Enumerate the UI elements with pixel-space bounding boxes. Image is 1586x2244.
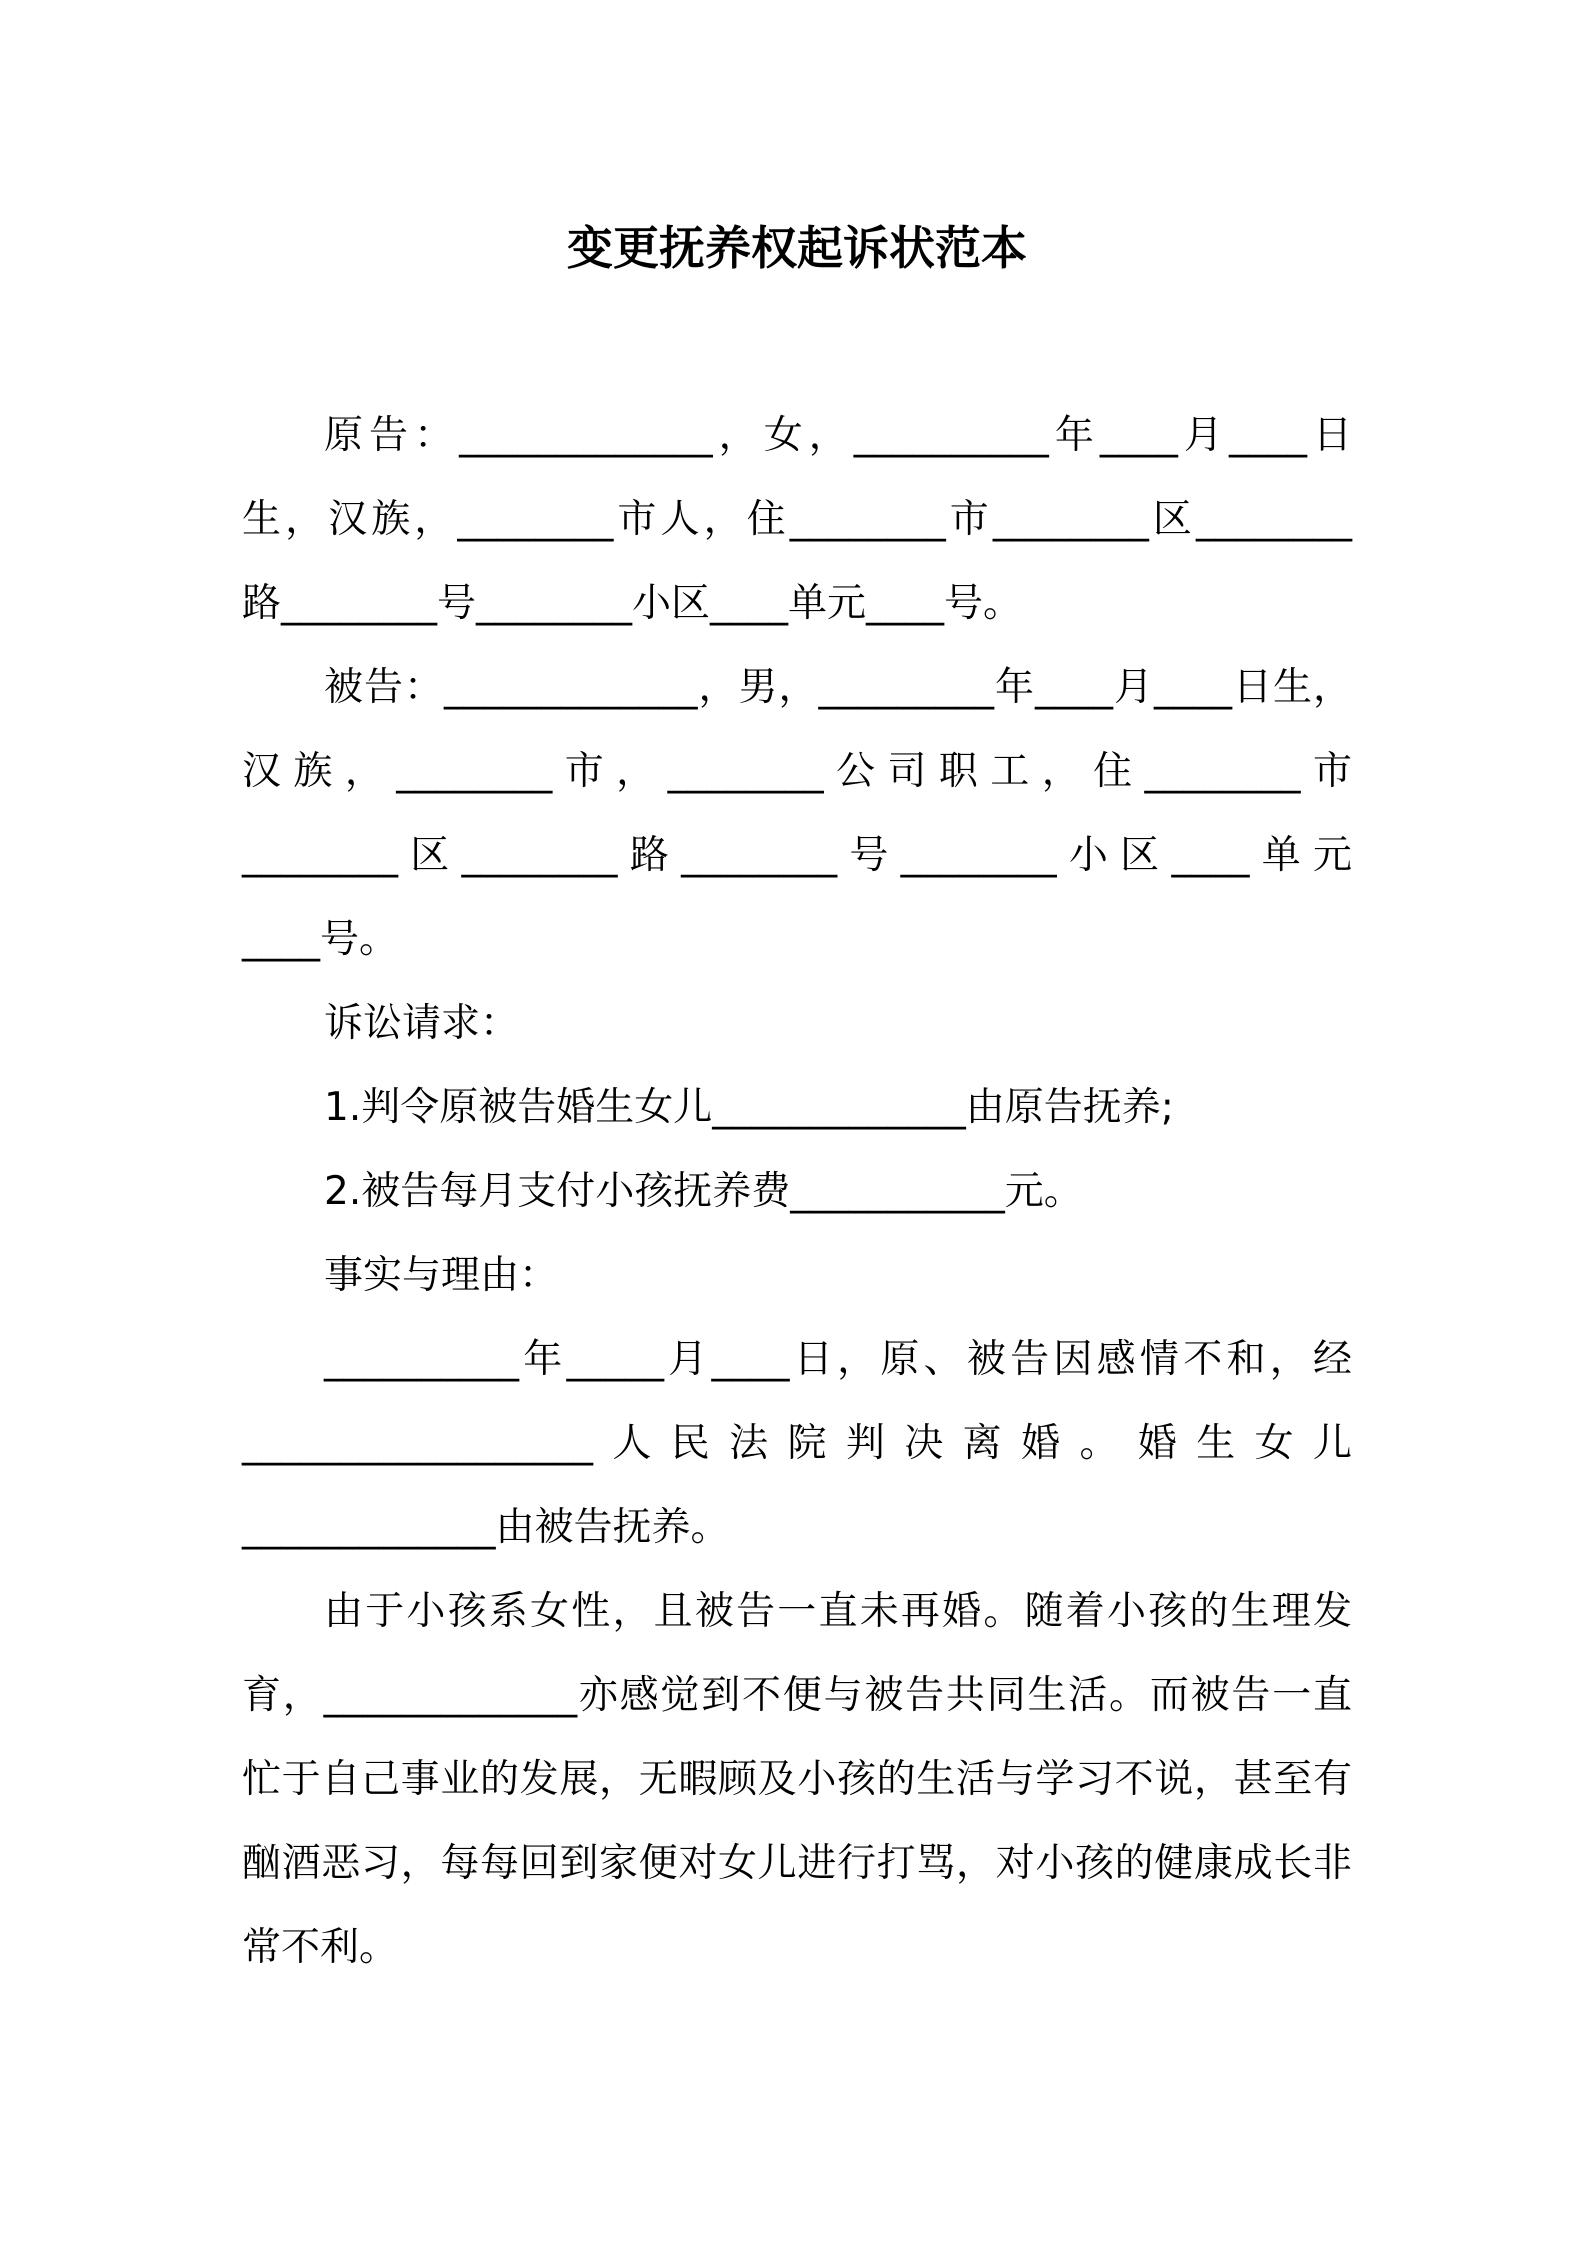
facts-line: 忙于自己事业的发展，无暇顾及小孩的生活与学习不说，甚至有 xyxy=(242,1757,1352,1802)
facts-line: 育，_____________亦感觉到不便与被告共同生活。而被告一直 xyxy=(242,1673,1352,1718)
facts-paragraph xyxy=(242,1318,1352,1570)
defendant-line: ________区________路________号________小区____单元 xyxy=(242,833,1352,878)
document-title: 变更抚养权起诉状范本 xyxy=(567,221,1027,275)
facts-heading: 事实与理由： xyxy=(324,1253,559,1298)
defendant-line: ____号。 xyxy=(242,917,399,962)
facts-line: 酗酒恶习，每每回到家便对女儿进行打骂，对小孩的健康成长非 xyxy=(242,1841,1352,1886)
facts-paragraph xyxy=(242,1570,1352,1990)
facts-section xyxy=(242,1234,1352,1990)
defendant-line: 被告：_____________，男，_________年____月____日生， xyxy=(324,665,1352,710)
facts-line: __________年_____月____日，原、被告因感情不和，经 xyxy=(324,1337,1352,1382)
plaintiff-line: 原告：_____________，女，__________年____月____日 xyxy=(324,413,1352,458)
plaintiff-line: 生，汉族，________市人，住________市________区________ xyxy=(242,497,1352,542)
defendant-section xyxy=(242,646,1352,982)
claims-section xyxy=(242,982,1352,1234)
document-body xyxy=(242,394,1352,1990)
facts-line: _____________由被告抚养。 xyxy=(242,1505,730,1550)
facts-line: 由于小孩系女性，且被告一直未再婚。随着小孩的生理发 xyxy=(324,1589,1352,1634)
claim-item: 2.被告每月支付小孩抚养费___________元。 xyxy=(324,1169,1083,1214)
defendant-line: 汉族，________市，________公司职工，住________市 xyxy=(242,749,1352,794)
facts-line: 常不利。 xyxy=(242,1925,399,1970)
plaintiff-section xyxy=(242,394,1352,646)
facts-line: __________________人民法院判决离婚。婚生女儿 xyxy=(242,1421,1352,1466)
claims-heading: 诉讼请求： xyxy=(324,1001,520,1046)
claim-item: 1.判令原被告婚生女儿_____________由原告抚养; xyxy=(324,1085,1174,1130)
plaintiff-line: 路________号________小区____单元____号。 xyxy=(242,581,1023,626)
